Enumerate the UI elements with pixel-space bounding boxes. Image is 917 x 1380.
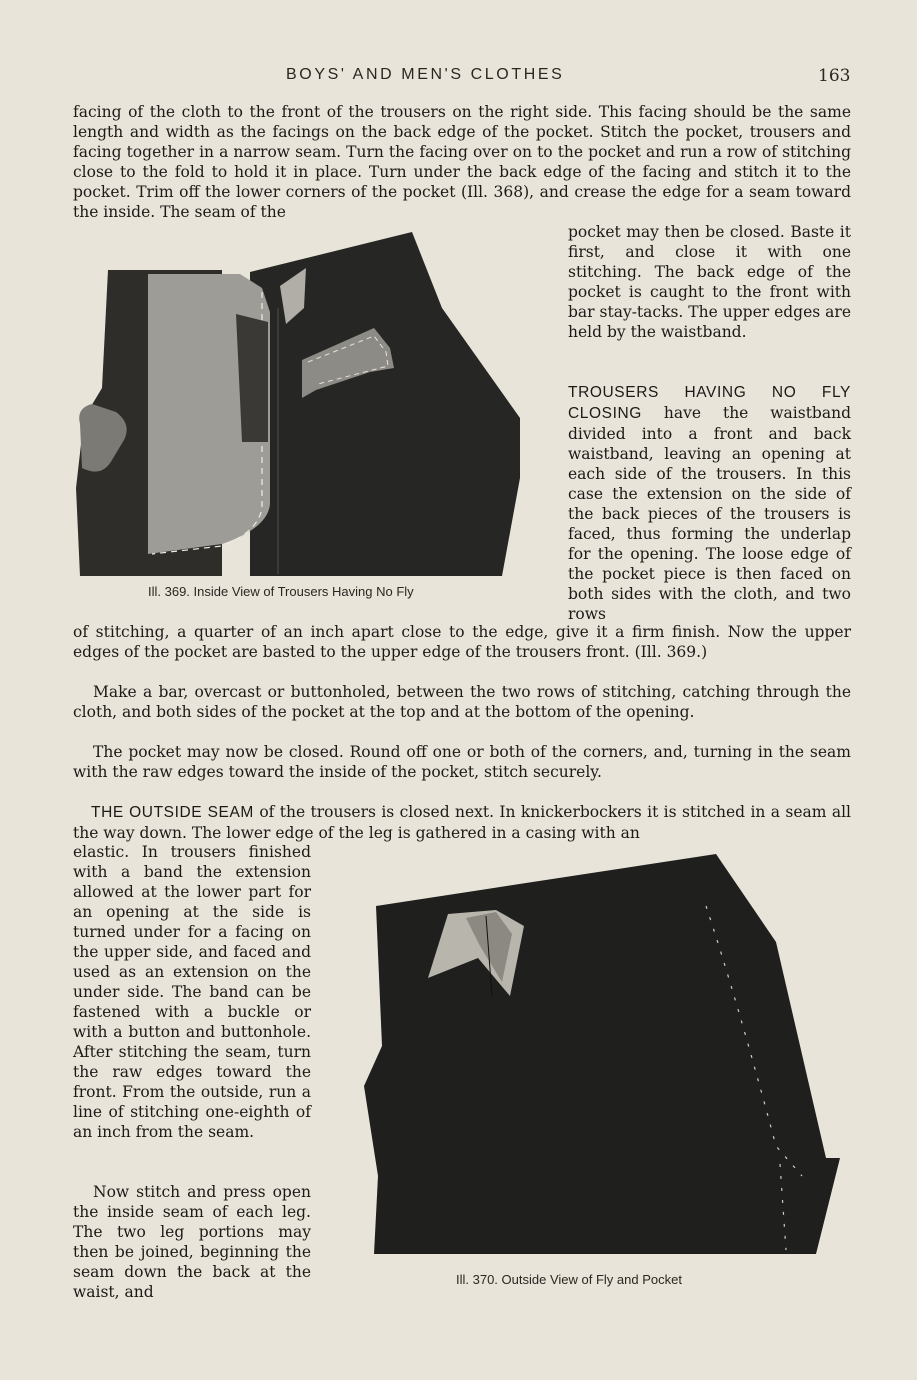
- paragraph-band-finish: elastic. In trousers finished with a band the extension allowed at the lower part for an opening at the side is turned under for a facing on the upper side, and faced and used as an extension on the under side. The band can be fastened with a buckle or with a button and buttonhole. After stitching the seam, turn the raw edges toward the front. From the outside, run a line of stitching one-eighth of an inch from the seam.: [73, 843, 311, 1141]
- paragraph-no-fly-text: have the waistband divided into a front and back waistband, leaving an opening at each side of the trousers. In this case the extension on the side of the back pieces of the trousers is faced, thus forming the underlap for the opening. The loose edge of the pocket piece is then faced on both sides with the cloth, and two rows: [568, 404, 851, 623]
- paragraph-pocket-facing: facing of the cloth to the front of the trousers on the right side. This facing should be the same length and width as the facings on the back edge of the pocket. Stitch the pocket, trousers and facing together in a narrow seam. Turn the facing over on to the pocket and run a row of stitching close to the fold to hold it in place. Turn under the back edge of the facing and stitch it to the pocket. Trim off the lower corners of the pocket (Ill. 368), and crease the edge for a seam toward the inside. The seam of the: [73, 103, 851, 221]
- figure-370-illustration: [356, 846, 848, 1262]
- section-heading-outside-seam: THE OUTSIDE SEAM: [91, 804, 254, 821]
- paragraph-pocket-closing: pocket may then be closed. Baste it first, and close it with one stitching. The back edge of the pocket is caught to the front with bar stay-tacks. The upper edges are held by the waistband.: [568, 223, 851, 341]
- paragraph-bar-tack: Make a bar, overcast or buttonholed, between the two rows of stitching, catching through the cloth, and both sides of the pocket at the top and at the bottom of the opening.: [73, 683, 851, 721]
- paragraph-stitching-finish: of stitching, a quarter of an inch apart close to the edge, give it a firm finish. Now the upper edges of the pocket are basted to the upper edge of the trousers front. (Ill. 369.): [73, 623, 851, 661]
- figure-369-illustration: [72, 228, 542, 580]
- figure-369-caption: Ill. 369. Inside View of Trousers Having No Fly: [148, 584, 414, 599]
- section-heading-no-fly: TROUSERS HAVING NO FLY CLOSING: [568, 384, 851, 422]
- trousers-outside-piece: [364, 854, 840, 1254]
- paragraph-inside-seam: Now stitch and press open the inside seam of each leg. The two leg portions may then be joined, beginning the seam down the back at the waist, and: [73, 1183, 311, 1301]
- paragraph-outside-seam: [73, 802, 851, 842]
- running-head: [0, 66, 917, 90]
- figure-370-caption: Ill. 370. Outside View of Fly and Pocket: [456, 1272, 682, 1287]
- page-number: 163: [818, 66, 851, 86]
- paragraph-pocket-closed: The pocket may now be closed. Round off one or both of the corners, and, turning in the seam with the raw edges toward the inside of the pocket, stitch securely.: [73, 743, 851, 781]
- paragraph-outside-seam-text: of the trousers is closed next. In knickerbockers it is stitched in a seam all the way down. The lower edge of the leg is gathered in a casing with an: [73, 803, 851, 842]
- paragraph-trousers-no-fly: [568, 382, 851, 622]
- running-title: BOYS' AND MEN'S CLOTHES: [286, 66, 565, 83]
